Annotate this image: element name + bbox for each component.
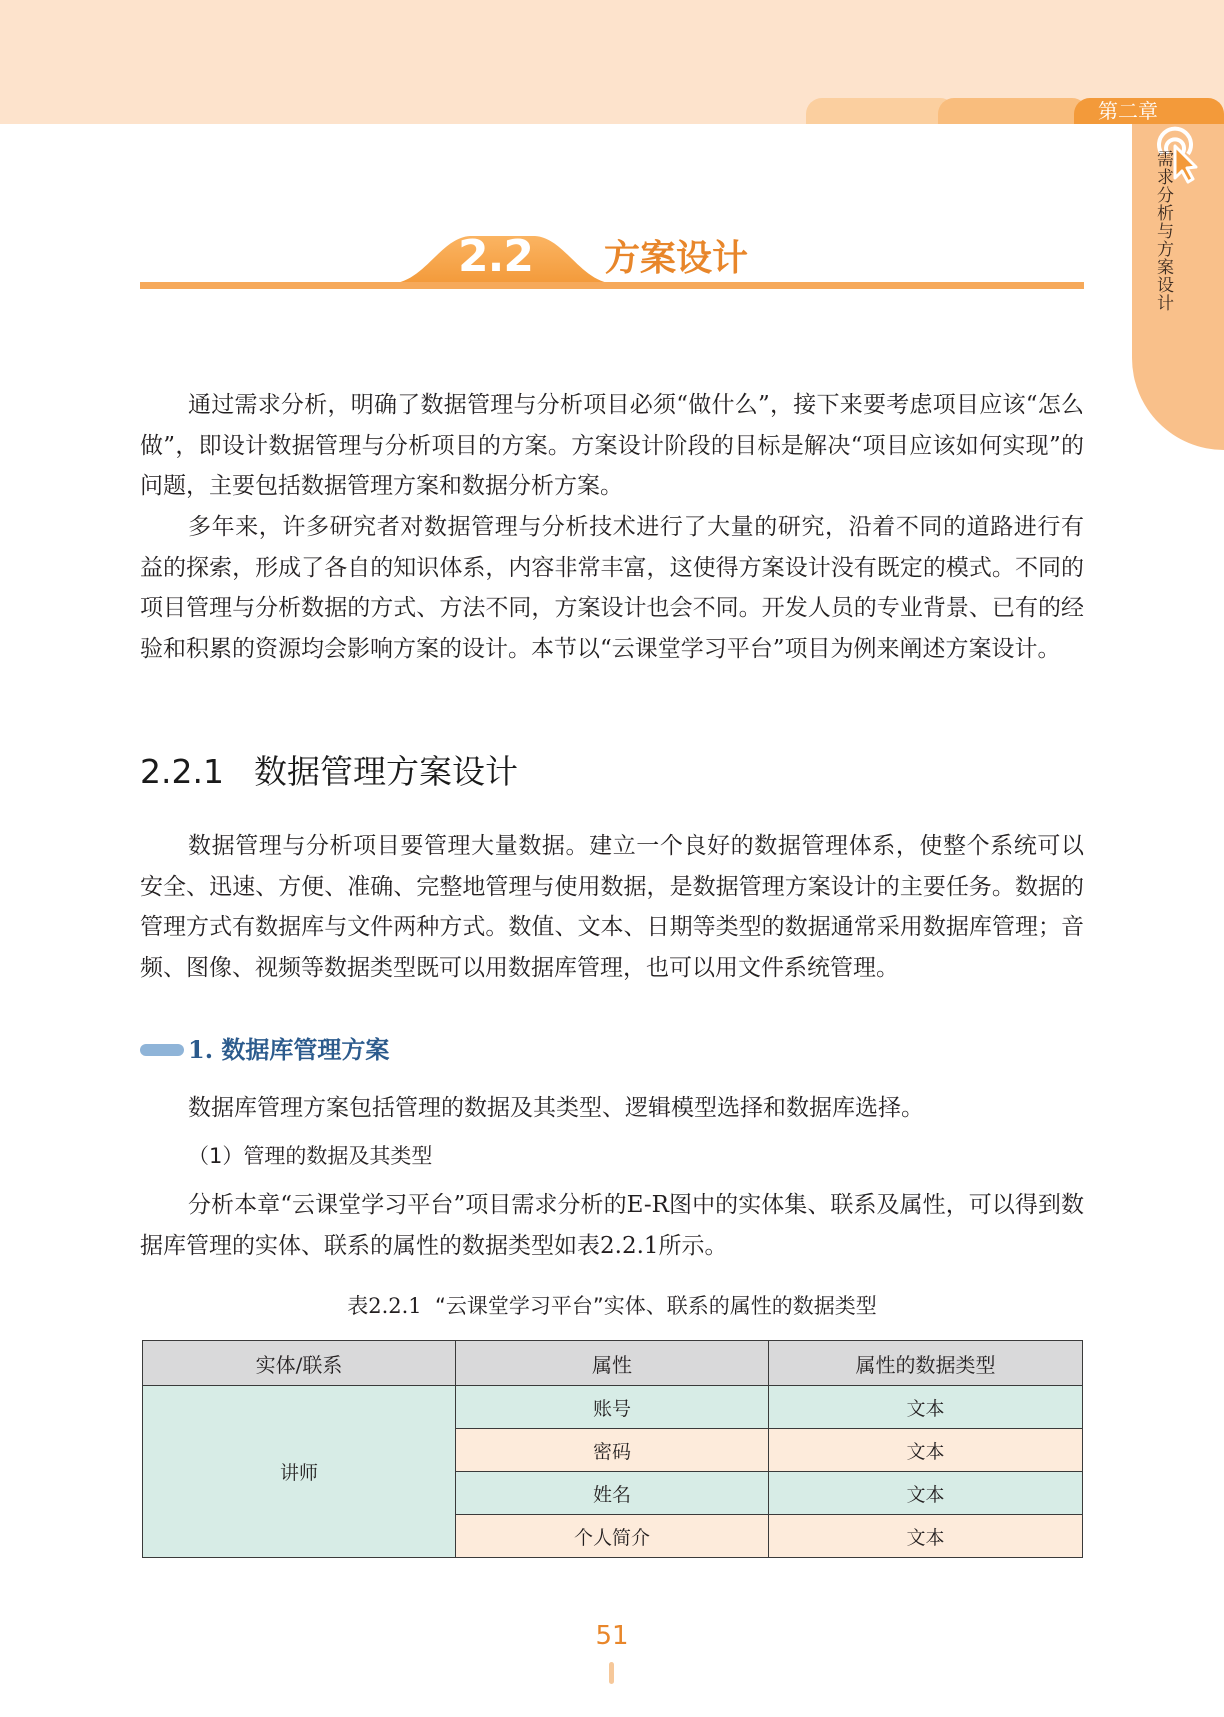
section-rule <box>140 282 1084 289</box>
data-type-table <box>142 1340 1083 1558</box>
header-tab-1 <box>806 98 956 124</box>
table-cell-type: 文本 <box>769 1429 1083 1472</box>
table-cell-attribute: 姓名 <box>456 1472 769 1515</box>
table-caption-number: 表2.2.1 <box>347 1294 422 1318</box>
table-header-attribute: 属性 <box>456 1341 769 1386</box>
table-caption <box>140 1288 1084 1324</box>
chapter-label: 第二章 <box>1098 99 1158 123</box>
item-heading <box>140 1032 640 1068</box>
table-cell-attribute: 个人简介 <box>456 1515 769 1558</box>
table-header-entity: 实体/联系 <box>143 1341 456 1386</box>
data-management-paragraph: 数据管理与分析项目要管理大量数据。建立一个良好的数据管理体系，使整个系统可以安全、迅速、方便、准确、完整地管理与使用数据，是数据管理方案设计的主要任务。数据的管理方式有数据库与文件两种方式。数值、文本、日期等类型的数据通常采用数据库管理；音频、图像、视频等数据类型既可以用数据库管理，也可以用文件系统管理。 <box>140 833 1084 981</box>
header-tab-2 <box>938 98 1088 124</box>
intro-paragraph-1: 通过需求分析，明确了数据管理与分析项目必须“做什么”，接下来要考虑项目应该“怎么做”，即设计数据管理与分析项目的方案。方案设计阶段的目标是解决“项目应该如何实现”的问题，主要包括数据管理方案和数据分析方案。 <box>140 392 1084 499</box>
table-cell-attribute: 密码 <box>456 1429 769 1472</box>
subsection-title: 数据管理方案设计 <box>253 752 518 791</box>
item-heading-text: 1. 数据库管理方案 <box>188 1035 390 1064</box>
table-caption-title: “云课堂学习平台”实体、联系的属性的数据类型 <box>435 1294 877 1318</box>
table-header-type: 属性的数据类型 <box>769 1341 1083 1386</box>
table-cell-attribute: 账号 <box>456 1386 769 1429</box>
er-analysis-paragraph: 分析本章“云课堂学习平台”项目需求分析的E-R图中的实体集、联系及属性，可以得到数据库管理的实体、联系的属性的数据类型如表2.2.1所示。 <box>140 1192 1084 1259</box>
intro-paragraph-2: 多年来，许多研究者对数据管理与分析技术进行了大量的研究，沿着不同的道路进行有益的探索，形成了各自的知识体系，内容非常丰富，这使得方案设计没有既定的模式。不同的项目管理与分析数据的方式、方法不同，方案设计也会不同。开发人员的专业背景、已有的经验和积累的资源均会影响方案的设计。本节以“云课堂学习平台”项目为例来阐述方案设计。 <box>140 514 1084 662</box>
table-cell-type: 文本 <box>769 1472 1083 1515</box>
table-header-row <box>143 1341 1083 1386</box>
section-title: 方案设计 <box>604 238 749 279</box>
page-number-tick <box>609 1662 614 1684</box>
subsection-heading <box>140 748 740 796</box>
database-scheme-paragraph: 数据库管理方案包括管理的数据及其类型、逻辑模型选择和数据库选择。 <box>188 1095 924 1121</box>
subsection-number: 2.2.1 <box>140 752 224 791</box>
point-heading: （1）管理的数据及其类型 <box>188 1144 433 1168</box>
section-number: 2.2 <box>458 231 533 282</box>
table-row <box>143 1386 1083 1429</box>
table-cell-type: 文本 <box>769 1515 1083 1558</box>
table-cell-type: 文本 <box>769 1386 1083 1429</box>
table-cell-entity: 讲师 <box>143 1386 456 1558</box>
page-number: 51 <box>595 1621 629 1651</box>
item-heading-bar <box>140 1044 184 1056</box>
chapter-title-vertical: 需求分析与方案设计 <box>1153 150 1173 312</box>
